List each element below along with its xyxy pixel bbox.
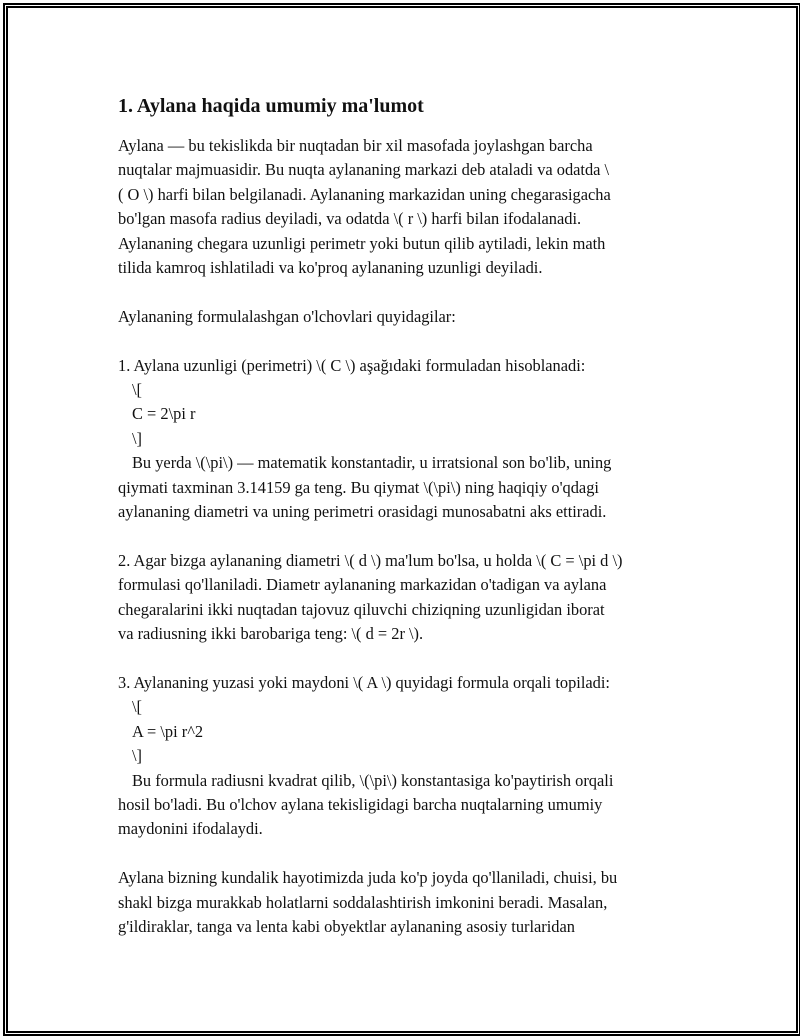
paragraph-gap [118, 280, 708, 304]
formula-close: \] [132, 428, 143, 448]
formula-open: \[ [132, 697, 143, 717]
list-item-diameter [118, 549, 708, 647]
text-line: 2. Agar bizga aylananing diametri \( d \) ma'lum bo'lsa, u holda \( C = \pi d \) [118, 550, 623, 570]
text-line: formulasi qo'llaniladi. Diametr aylananing markazidan o'tadigan va aylana [118, 575, 607, 595]
text-line: qiymati taxminan 3.14159 ga teng. Bu qiymat \(\pi\) ning haqiqiy o'qdagi [118, 477, 599, 497]
text-line: Aylana — bu tekislikda bir nuqtadan bir xil masofada joylashgan barcha [118, 136, 593, 155]
formula-area: A = \pi r^2 [132, 721, 204, 741]
text-line: ( O \) harfi bilan belgilanadi. Aylananing markazidan uning chegarasigacha [118, 184, 611, 204]
text-line: hosil bo'ladi. Bu o'lchov aylana tekisligidagi barcha nuqtalarning umumiy [118, 794, 603, 814]
paragraph-gap [118, 842, 708, 866]
text-line: maydonini ifodalaydi. [118, 819, 263, 839]
text-line: Bu formula radiusni kvadrat qilib, \(\pi\) konstantasiga ko'paytirish orqali [132, 770, 614, 790]
paragraph-gap [118, 646, 708, 670]
formula-close: \] [132, 746, 143, 766]
text-line: shakl bizga murakkab holatlarni soddalashtirish imkonini beradi. Masalan, [118, 892, 608, 912]
text-line: aylananing diametri va uning perimetri orasidagi munosabatni aks ettiradi. [118, 502, 607, 522]
paragraph-gap [118, 524, 708, 548]
text-line: tilida kamroq ishlatiladi va ko'proq aylananing uzunligi deyiladi. [118, 258, 543, 278]
text-line: 3. Aylananing yuzasi yoki maydoni \( A \) quyidagi formula orqali topiladi: [118, 672, 610, 692]
list-item-area [118, 671, 708, 842]
text-line: nuqtalar majmuasidir. Bu nuqta aylananing markazi deb ataladi va odatda \ [118, 160, 610, 180]
formulas-intro [118, 305, 708, 329]
intro-paragraph [118, 134, 708, 280]
list-item-perimeter [118, 354, 708, 525]
formula-open: \[ [132, 380, 143, 400]
document-body [118, 92, 708, 939]
text-line: chegaralarini ikki nuqtadan tajovuz qiluvchi chiziqning uzunligidan iborat [118, 599, 605, 619]
formula-perimeter: C = 2\pi r [132, 404, 196, 424]
section-heading: 1. Aylana haqida umumiy ma'lumot [118, 95, 424, 117]
text-line: Aylananing chegara uzunligi perimetr yoki butun qilib aytiladi, lekin math [118, 233, 606, 253]
closing-paragraph [118, 866, 708, 939]
text-line: g'ildiraklar, tanga va lenta kabi obyektlar aylananing asosiy turlaridan [118, 916, 575, 936]
text-line: Aylananing formulalashgan o'lchovlari quyidagilar: [118, 306, 456, 326]
text-line: Aylana bizning kundalik hayotimizda juda ko'p joyda qo'llaniladi, chuisi, bu [118, 868, 618, 888]
text-line: va radiusning ikki barobariga teng: \( d = 2r \). [118, 624, 424, 644]
paragraph-gap [118, 329, 708, 353]
text-line: bo'lgan masofa radius deyiladi, va odatda \( r \) harfi bilan ifodalanadi. [118, 209, 582, 229]
text-line: 1. Aylana uzunligi (perimetri) \( C \) aşağıdaki formuladan hisoblanadi: [118, 355, 586, 375]
text-line: Bu yerda \(\pi\) — matematik konstantadir, u irratsional son bo'lib, uning [132, 453, 612, 473]
